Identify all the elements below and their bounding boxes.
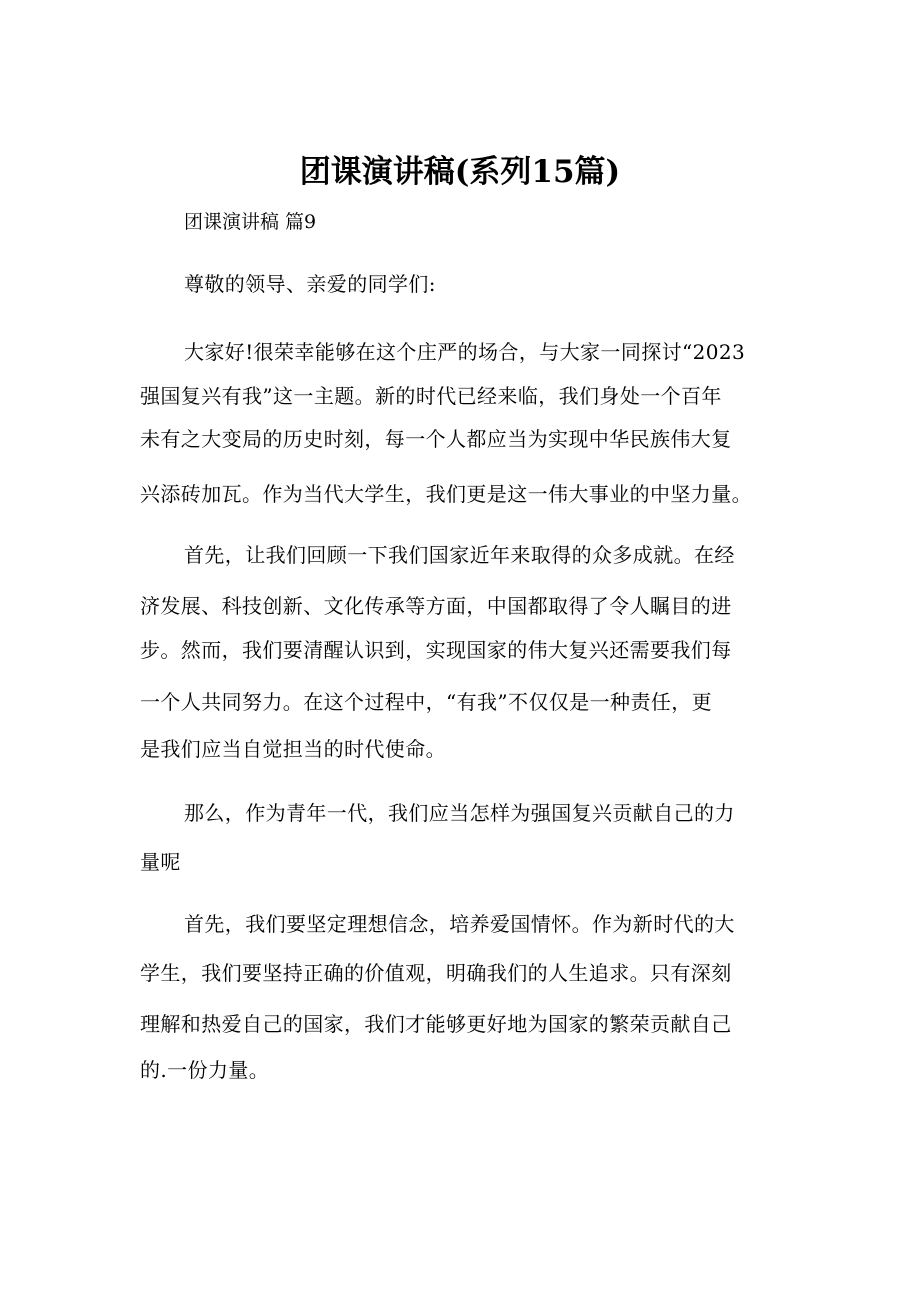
paragraph-line: 那么，作为青年一代，我们应当怎样为强国复兴贡献自己的力 bbox=[184, 801, 735, 825]
paragraph-line: 大家好!很荣幸能够在这个庄严的场合，与大家一同探讨“2023 bbox=[184, 340, 746, 364]
paragraph-line: 量呢 bbox=[140, 850, 181, 874]
salutation-line: 尊敬的领导、亲爱的同学们: bbox=[184, 272, 436, 296]
paragraph-line: 首先，让我们回顾一下我们国家近年来取得的众多成就。在经 bbox=[184, 543, 735, 567]
section-heading: 团课演讲稿 篇9 bbox=[184, 211, 317, 233]
paragraph-line: 兴添砖加瓦。作为当代大学生，我们更是这一伟大事业的中坚力量。 bbox=[140, 482, 752, 506]
paragraph-line: 理解和热爱自己的国家，我们才能够更好地为国家的繁荣贡献自己 bbox=[140, 1012, 732, 1036]
paragraph-line: 的.一份力量。 bbox=[140, 1058, 270, 1082]
document-title: 团课演讲稿(系列15篇) bbox=[299, 154, 621, 190]
paragraph-line: 首先，我们要坚定理想信念，培养爱国情怀。作为新时代的大 bbox=[184, 912, 735, 936]
paragraph-line: 强国复兴有我”这一主题。新的时代已经来临，我们身处一个百年 bbox=[140, 384, 722, 408]
paragraph-line: 是我们应当自觉担当的时代使命。 bbox=[140, 737, 446, 761]
paragraph-line: 济发展、科技创新、文化传承等方面，中国都取得了令人瞩目的进 bbox=[140, 594, 732, 618]
paragraph-line: 步。然而，我们要清醒认识到，实现国家的伟大复兴还需要我们每 bbox=[140, 638, 732, 662]
paragraph-line: 一个人共同努力。在这个过程中，“有我”不仅仅是一种责任，更 bbox=[140, 690, 713, 714]
paragraph-line: 学生，我们要坚持正确的价值观，明确我们的人生追求。只有深刻 bbox=[140, 961, 732, 985]
paragraph-line: 未有之大变局的历史时刻，每一个人都应当为实现中华民族伟大复 bbox=[140, 427, 732, 451]
